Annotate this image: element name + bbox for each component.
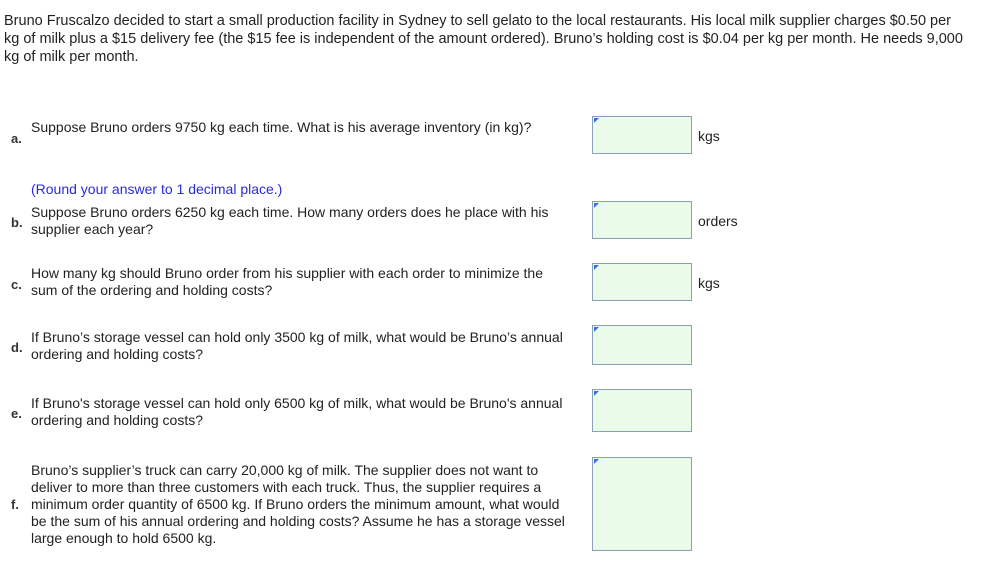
rounding-hint: (Round your answer to 1 decimal place.)	[31, 181, 283, 197]
answer-box-c[interactable]	[592, 263, 692, 301]
answer-input-d[interactable]	[593, 326, 691, 364]
question-text: Bruno’s supplier’s truck can carry 20,000 kg of milk. The supplier does not want to deliver to more than three customers with each truck. Thus, the supplier requires a minimum order quantity of 6500 kg. If Bruno orders the minimum amount, what would be the sum of his annual ordering and holding costs? Assume he has a storage vessel large enough to hold 6500 kg.	[31, 462, 565, 546]
answer-box-e[interactable]	[592, 389, 692, 432]
question-letter: b.	[11, 215, 23, 230]
question-text: How many kg should Bruno order from his supplier with each order to minimize the sum of the ordering and holding costs?	[31, 265, 544, 298]
answer-box-f[interactable]	[592, 457, 692, 551]
problem-intro: Bruno Fruscalzo decided to start a small production facility in Sydney to sell gelato to the local restaurants. His local milk supplier charges $0.50 per kg of milk plus a $15 delivery fee (the $15 fee is independent of the amount ordered). Bruno’s holding cost is $0.04 per kg per month. He needs 9,000 kg of milk per month.	[4, 13, 963, 65]
answer-input-e[interactable]	[593, 390, 691, 431]
answer-box-d[interactable]	[592, 325, 692, 365]
question-text: Suppose Bruno orders 6250 kg each time. How many orders does he place with his supplier each year?	[31, 204, 549, 237]
answer-box-a[interactable]	[592, 116, 692, 154]
question-letter: a.	[11, 131, 22, 146]
answer-input-f[interactable]	[593, 458, 691, 550]
question-text: If Bruno's storage vessel can hold only 6500 kg of milk, what would be Bruno's annual ordering and holding costs?	[31, 395, 563, 428]
answer-input-b[interactable]	[593, 202, 691, 238]
question-letter: d.	[11, 340, 23, 355]
question-letter: f.	[11, 497, 19, 512]
unit-label: orders	[698, 213, 738, 229]
question-letter: e.	[11, 406, 22, 421]
question-letter: c.	[11, 277, 22, 292]
unit-label: kgs	[698, 275, 720, 291]
unit-label: kgs	[698, 128, 720, 144]
question-text: If Bruno’s storage vessel can hold only 3500 kg of milk, what would be Bruno’s annual ordering and holding costs?	[31, 329, 563, 362]
answer-input-c[interactable]	[593, 264, 691, 300]
question-text: Suppose Bruno orders 9750 kg each time. What is his average inventory (in kg)?	[31, 119, 532, 135]
answer-input-a[interactable]	[593, 117, 691, 153]
answer-box-b[interactable]	[592, 201, 692, 239]
